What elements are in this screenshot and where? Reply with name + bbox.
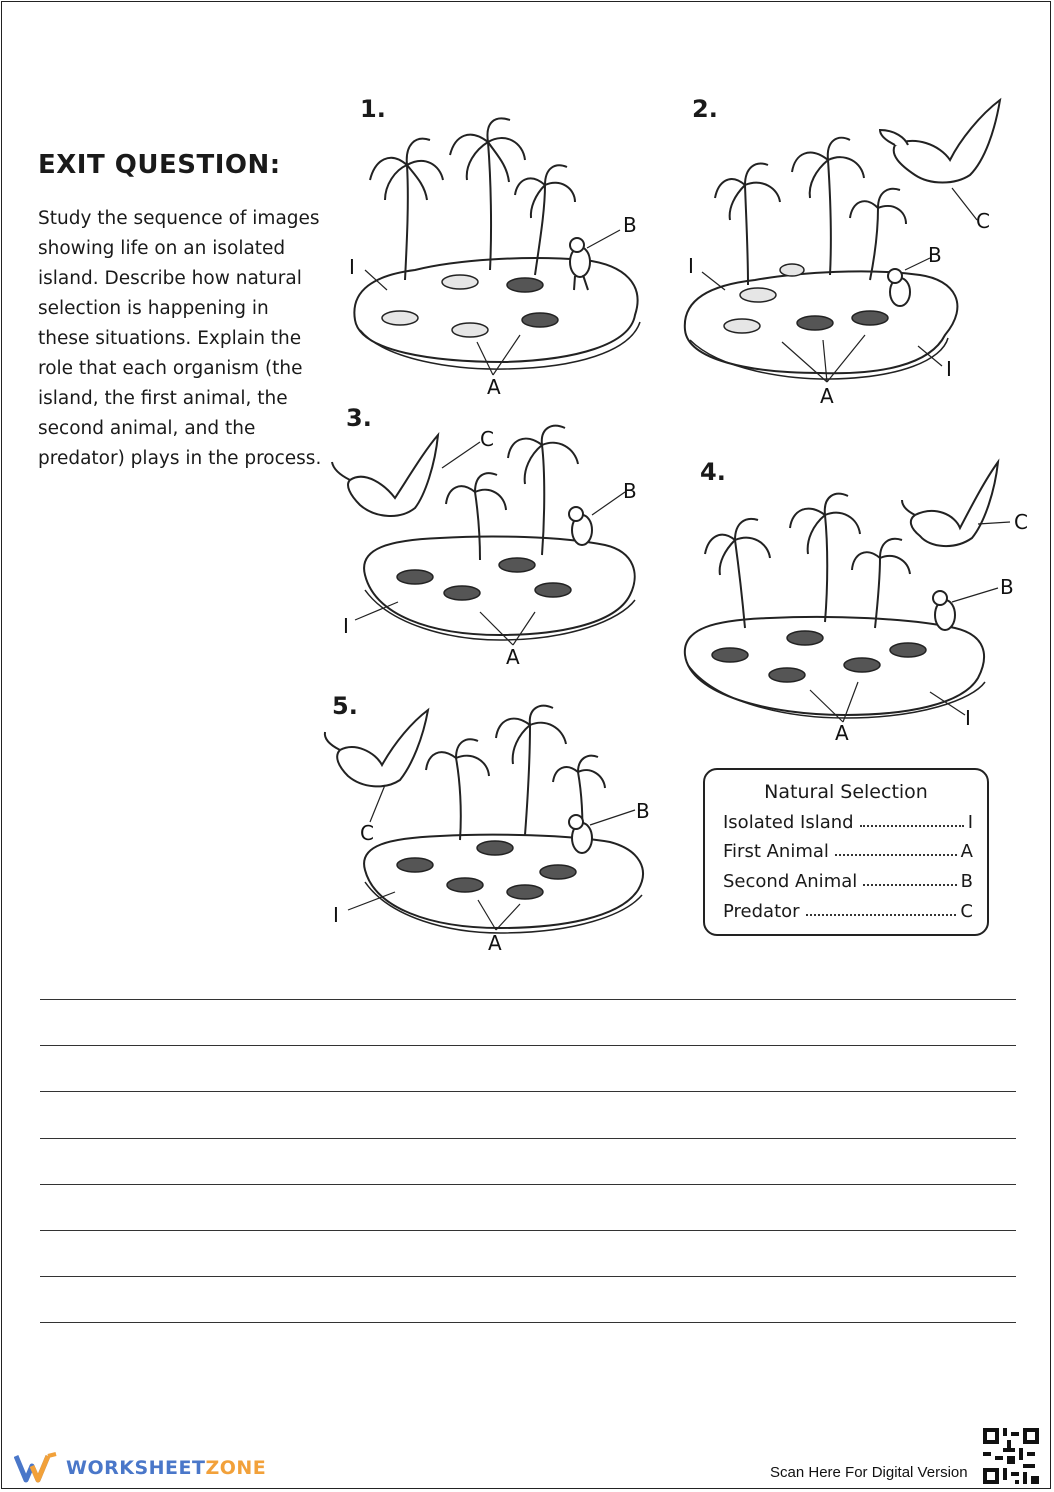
- eagle-illustration: [332, 435, 438, 516]
- legend-dot-leader: [806, 901, 957, 916]
- legend-dot-leader: [860, 812, 964, 827]
- exit-question-instructions: Study the sequence of images showing life on an isolated island. Describe how natural selection is happening in these situations. Explain the role that each organism (the island, the first animal, the second animal, and the predator) plays in the process.: [38, 208, 322, 469]
- label-predator: C: [1014, 510, 1028, 534]
- legend-item-code: I: [967, 812, 973, 833]
- legend-dot-leader: [863, 871, 956, 886]
- legend-item-name: First Animal: [723, 841, 829, 862]
- label-first-animal: A: [820, 384, 834, 408]
- legend-item-name: Predator: [723, 901, 800, 922]
- scene-number: 3.: [346, 404, 372, 432]
- eagle-illustration: [902, 462, 998, 546]
- worksheetzone-logo: [14, 1452, 266, 1484]
- label-predator: C: [480, 427, 494, 451]
- label-first-animal: A: [488, 931, 502, 955]
- label-second-animal: B: [623, 213, 637, 237]
- label-predator: C: [976, 209, 990, 233]
- label-second-animal: B: [928, 243, 942, 267]
- label-island: I: [349, 255, 355, 279]
- label-island-2: I: [946, 357, 952, 381]
- label-island: I: [965, 706, 971, 730]
- legend-row-first-animal: [723, 841, 973, 862]
- answer-line[interactable]: [40, 1091, 1016, 1092]
- answer-line[interactable]: [40, 1184, 1016, 1185]
- legend-title: Natural Selection: [764, 781, 928, 803]
- scene-number: 1.: [360, 95, 386, 123]
- scene-1-illustration: [345, 90, 665, 400]
- palm-tree-illustration: [370, 118, 575, 280]
- scene-3-illustration: [330, 400, 660, 675]
- scene-2-illustration: [680, 90, 1010, 410]
- answer-line[interactable]: [40, 1322, 1016, 1323]
- label-first-animal: A: [506, 645, 520, 669]
- brand-name: WORKSHEETZONE: [66, 1457, 267, 1479]
- legend-row-isolated-island: [723, 812, 973, 833]
- scene-number: 2.: [692, 95, 718, 123]
- palm-tree-illustration: [705, 494, 910, 628]
- answer-line[interactable]: [40, 1230, 1016, 1231]
- scene-4-illustration: [680, 450, 1030, 750]
- scene-number: 5.: [332, 692, 358, 720]
- eagle-illustration: [880, 100, 1000, 183]
- scene-5-illustration: [320, 690, 660, 960]
- palm-tree-illustration: [715, 138, 906, 285]
- bird-illustration: [933, 591, 955, 630]
- scene-1: [345, 90, 665, 400]
- label-island: I: [343, 614, 349, 638]
- answer-line[interactable]: [40, 1138, 1016, 1139]
- scene-4: [680, 450, 1030, 750]
- scan-instruction: Scan Here For Digital Version: [770, 1464, 968, 1481]
- legend-row-second-animal: [723, 871, 973, 892]
- answer-line[interactable]: [40, 1045, 1016, 1046]
- legend-item-name: Isolated Island: [723, 812, 854, 833]
- scene-5: [320, 690, 660, 960]
- label-predator: C: [360, 821, 374, 845]
- island-illustration: [364, 536, 635, 640]
- legend-row-predator: [723, 901, 973, 922]
- label-first-animal: A: [487, 375, 501, 399]
- eagle-illustration: [325, 710, 428, 786]
- label-island: I: [333, 903, 339, 927]
- answer-line[interactable]: [40, 1276, 1016, 1277]
- natural-selection-legend: [703, 768, 989, 936]
- label-first-animal: A: [835, 721, 849, 745]
- scene-3: [330, 400, 660, 675]
- worksheetzone-logo-icon: [14, 1452, 58, 1484]
- legend-dot-leader: [835, 841, 957, 856]
- scene-2: [680, 90, 1010, 410]
- legend-item-code: C: [960, 901, 973, 922]
- qr-code-icon[interactable]: [983, 1428, 1039, 1484]
- label-second-animal: B: [623, 479, 637, 503]
- island-illustration: [685, 617, 985, 718]
- label-island: I: [688, 254, 694, 278]
- exit-question-title: EXIT QUESTION:: [38, 150, 281, 180]
- label-second-animal: B: [636, 799, 650, 823]
- label-second-animal: B: [1000, 575, 1014, 599]
- scene-number: 4.: [700, 458, 726, 486]
- legend-item-name: Second Animal: [723, 871, 858, 892]
- answer-line[interactable]: [40, 999, 1016, 1000]
- legend-item-code: B: [960, 871, 973, 892]
- legend-item-code: A: [960, 841, 973, 862]
